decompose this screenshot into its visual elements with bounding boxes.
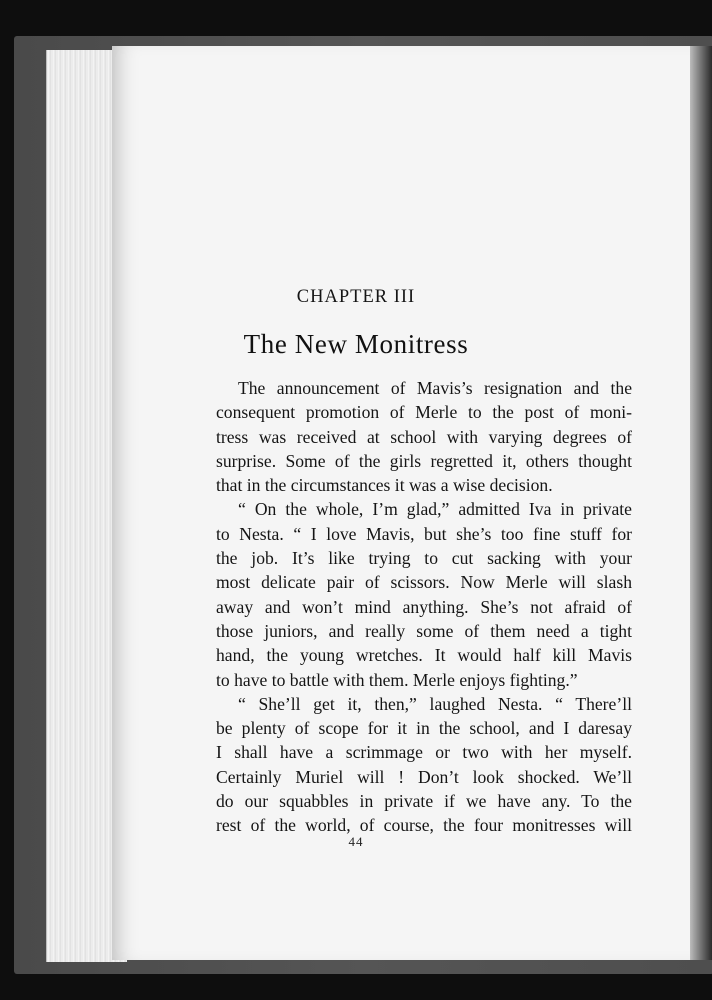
text-line: be plenty of scope for it in the school, and I daresay <box>216 718 632 739</box>
text-line: The announcement of Mavis’s resignation and the <box>238 378 632 398</box>
text-line: those juniors, and really some of them need a tight <box>216 620 632 641</box>
text-line: away and won’t mind anything. She’s not afraid of <box>216 596 632 617</box>
text-line: to Nesta. “ I love Mavis, but she’s too fine stuff for <box>216 523 632 544</box>
text-line: tress was received at school with varying degrees of <box>216 426 632 447</box>
text-line: most delicate pair of scissors. Now Merle will slash <box>216 572 632 593</box>
text-line: I shall have a scrimmage or two with her myself. <box>216 742 632 763</box>
chapter-number: CHAPTER III <box>296 287 416 307</box>
page-gutter-shadow <box>690 46 712 960</box>
chapter-title: The New Monitress <box>243 329 469 359</box>
text-line: to have to battle with them. Merle enjoys fighting.” <box>216 669 578 690</box>
text-line: the job. It’s like trying to cut sacking with your <box>216 548 632 569</box>
text-line: “ She’ll get it, then,” laughed Nesta. “ There’ll <box>238 693 632 714</box>
text-line: rest of the world, of course, the four monitresses will <box>216 815 632 836</box>
text-line: do our squabbles in private if we have any. To the <box>216 791 632 812</box>
text-line: consequent promotion of Merle to the post of moni- <box>216 402 632 423</box>
body-text <box>216 376 632 838</box>
text-line: hand, the young wretches. It would half kill Mavis <box>216 645 632 666</box>
page-number: 44 <box>348 834 364 849</box>
text-line: “ On the whole, I’m glad,” admitted Iva in private <box>238 499 632 520</box>
text-line: that in the circumstances it was a wise decision. <box>216 475 553 496</box>
text-line: surprise. Some of the girls regretted it, others thought <box>216 450 632 471</box>
text-line: Certainly Muriel will ! Don’t look shocked. We’ll <box>216 766 632 787</box>
